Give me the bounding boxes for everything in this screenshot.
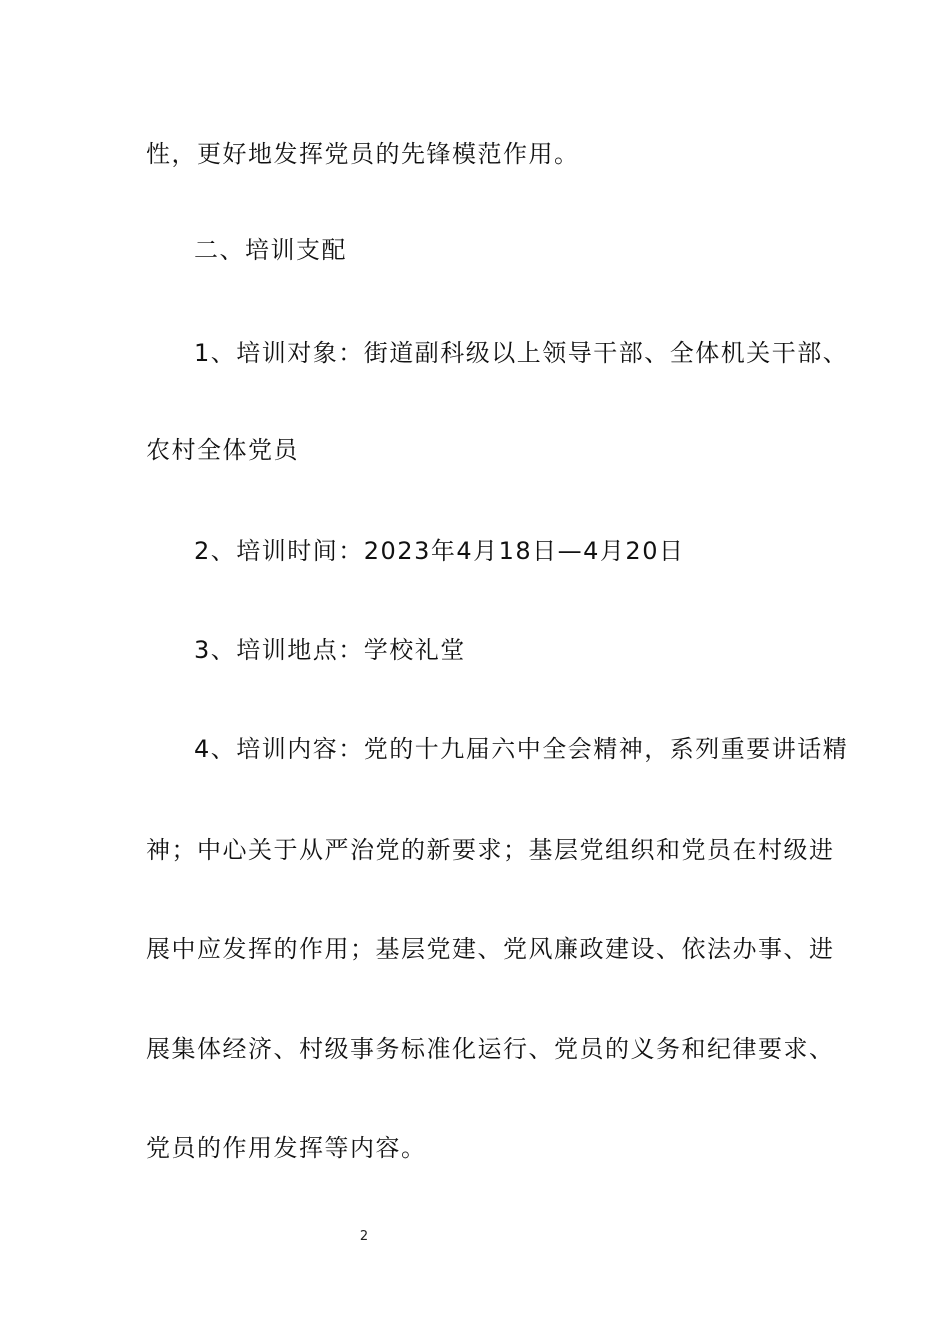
paragraph-line: 展中应发挥的作用；基层党建、党风廉政建设、依法办事、进 [146,935,835,963]
paragraph-line: 4、培训内容：党的十九届六中全会精神，系列重要讲话精 [194,735,849,763]
paragraph-line: 党员的作用发挥等内容。 [146,1134,427,1162]
paragraph-line: 性，更好地发挥党员的先锋模范作用。 [146,140,580,168]
paragraph-line: 3、培训地点：学校礼堂 [194,636,466,664]
paragraph-line: 2、培训时间：2023年4月18日—4月20日 [194,537,685,565]
paragraph-line: 农村全体党员 [146,436,299,464]
paragraph-line: 1、培训对象：街道副科级以上领导干部、全体机关干部、 [194,339,849,367]
section-heading: 二、培训支配 [194,236,347,264]
paragraph-line: 展集体经济、村级事务标准化运行、党员的义务和纪律要求、 [146,1035,835,1063]
paragraph-line: 神；中心关于从严治党的新要求；基层党组织和党员在村级进 [146,836,835,864]
page-number: 2 [359,1229,369,1244]
